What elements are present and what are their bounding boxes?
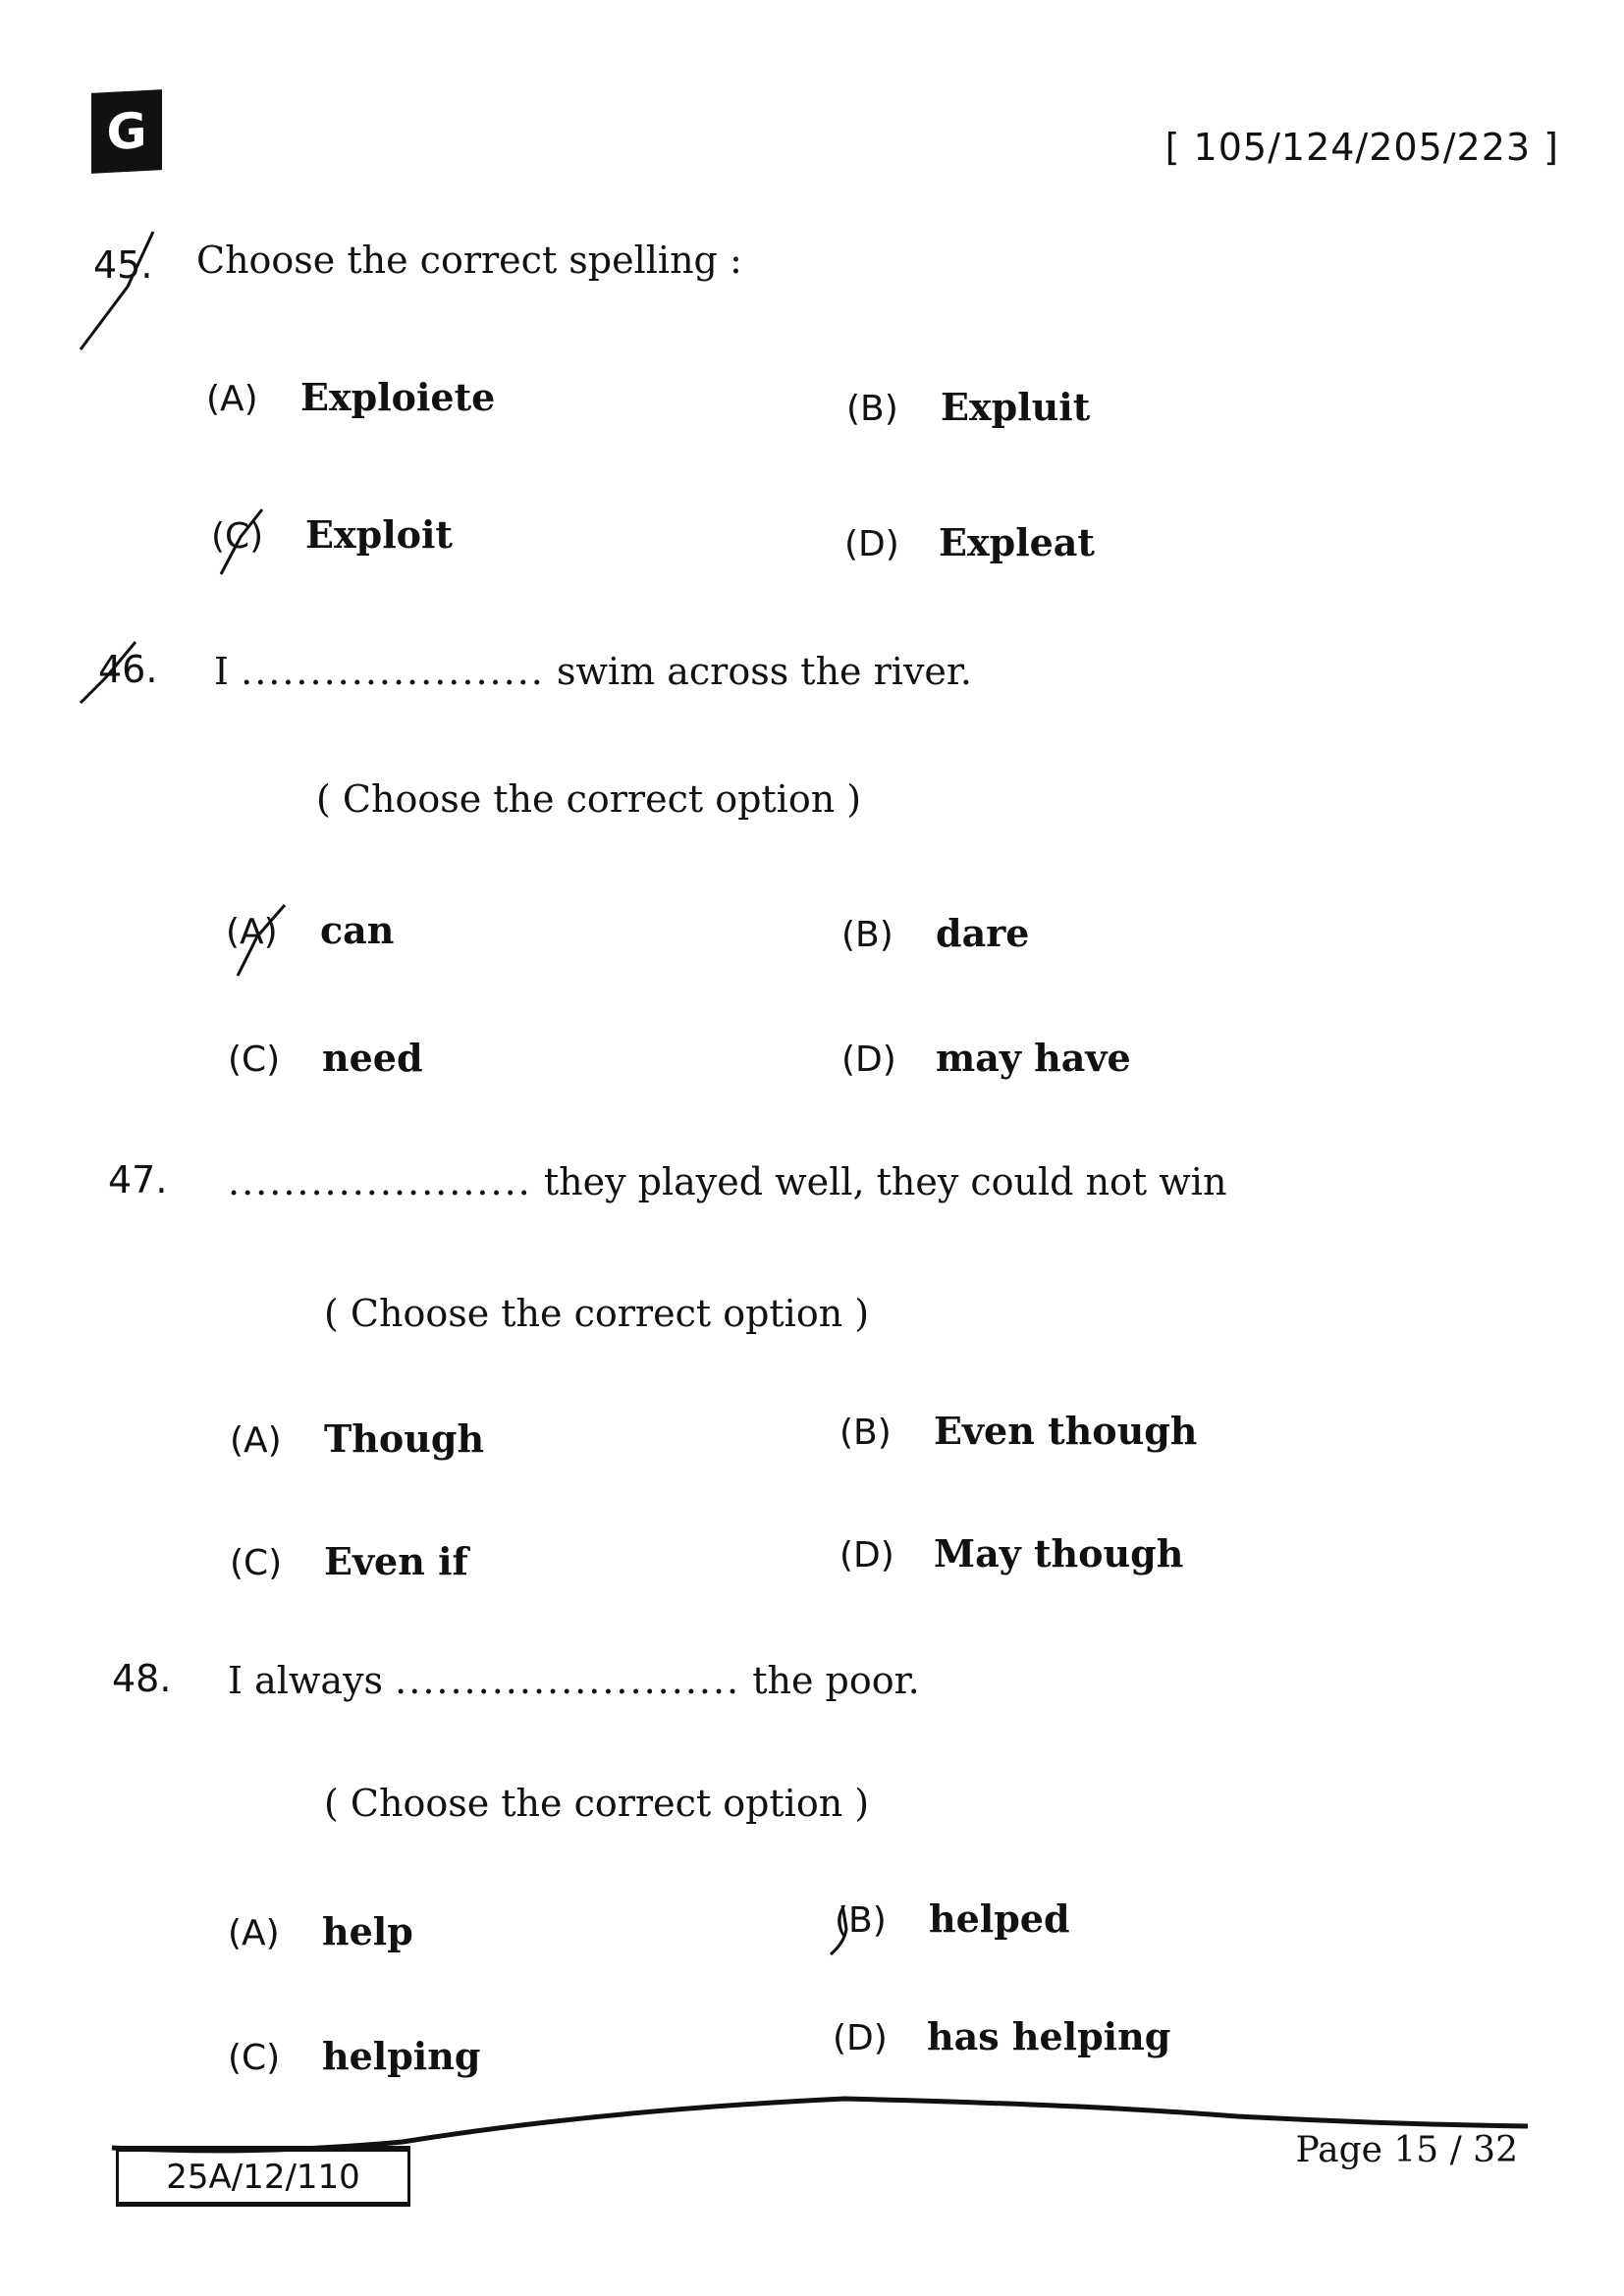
option-a[interactable] <box>230 1416 484 1461</box>
option-label: (A) <box>228 1913 280 1953</box>
paper-code: [ 105/124/205/223 ] <box>1164 126 1559 169</box>
option-text: may have <box>936 1036 1131 1080</box>
option-text: Expleat <box>939 520 1095 564</box>
question-text: I ...................... swim across the river. <box>214 650 972 693</box>
option-label: (D) <box>839 1535 894 1575</box>
booklet-code: 25A/12/110 <box>116 2146 410 2207</box>
option-b[interactable] <box>835 1896 1070 1941</box>
tick-mark-icon <box>224 901 293 980</box>
question-instruction: ( Choose the correct option ) <box>316 777 862 821</box>
option-a[interactable] <box>206 375 495 419</box>
option-a[interactable] <box>228 1909 413 1953</box>
answer-blank: ...................... <box>241 650 545 693</box>
question-text: I always ......................... the poor. <box>228 1659 920 1702</box>
option-c[interactable] <box>228 1036 423 1080</box>
option-text: help <box>322 1909 413 1953</box>
option-text: helping <box>322 2034 481 2078</box>
tick-mark-icon <box>825 1899 864 1958</box>
option-b[interactable] <box>841 911 1029 955</box>
option-label: (C) <box>228 1040 281 1080</box>
option-label: (B) <box>841 915 893 955</box>
option-c[interactable] <box>228 2034 480 2078</box>
question-number: 45. <box>93 243 153 287</box>
option-label: (C) <box>230 1543 283 1583</box>
option-label: (D) <box>844 524 899 564</box>
option-label: (C) <box>228 2038 281 2078</box>
option-text: can <box>320 908 395 952</box>
option-c[interactable] <box>230 1539 468 1583</box>
option-label: (D) <box>833 2018 888 2058</box>
option-b[interactable] <box>846 385 1090 429</box>
question-number: 47. <box>108 1158 168 1201</box>
option-label: (B) <box>846 389 898 429</box>
tick-mark-icon <box>77 228 165 355</box>
question-number: 48. <box>112 1657 172 1700</box>
question-text: Choose the correct spelling : <box>196 239 742 282</box>
option-text: need <box>322 1036 423 1080</box>
option-text: Exploiete <box>300 375 496 419</box>
option-label: (A) <box>226 912 278 952</box>
option-b[interactable] <box>839 1409 1197 1453</box>
option-text: Expluit <box>941 385 1091 429</box>
option-text: Even though <box>934 1409 1198 1453</box>
option-text: has helping <box>927 2014 1171 2058</box>
question-number: 46. <box>98 648 158 691</box>
option-text: Exploit <box>305 512 453 557</box>
option-label: (B) <box>835 1900 887 1941</box>
option-label: (C) <box>211 516 264 557</box>
page-number: Page 15 / 32 <box>1295 2130 1518 2170</box>
answer-blank: ......................... <box>395 1659 741 1702</box>
tick-mark-icon <box>77 638 158 707</box>
option-text: May though <box>934 1531 1184 1575</box>
option-text: dare <box>936 911 1030 955</box>
answer-blank: ...................... <box>228 1160 532 1203</box>
question-text: ...................... they played well, they could not win <box>228 1160 1227 1203</box>
option-label: (A) <box>206 379 258 419</box>
option-text: helped <box>929 1896 1070 1941</box>
option-d[interactable] <box>833 2014 1170 2058</box>
option-label: (D) <box>841 1040 896 1080</box>
question-instruction: ( Choose the correct option ) <box>324 1782 870 1825</box>
option-text: Though <box>324 1416 485 1461</box>
question-instruction: ( Choose the correct option ) <box>324 1292 870 1335</box>
option-text: Even if <box>324 1539 468 1583</box>
option-d[interactable] <box>844 520 1095 564</box>
option-d[interactable] <box>841 1036 1131 1080</box>
option-d[interactable] <box>839 1531 1183 1575</box>
tick-mark-icon <box>211 506 270 579</box>
series-badge: G <box>91 89 162 174</box>
option-label: (B) <box>839 1413 892 1453</box>
option-label: (A) <box>230 1420 282 1461</box>
